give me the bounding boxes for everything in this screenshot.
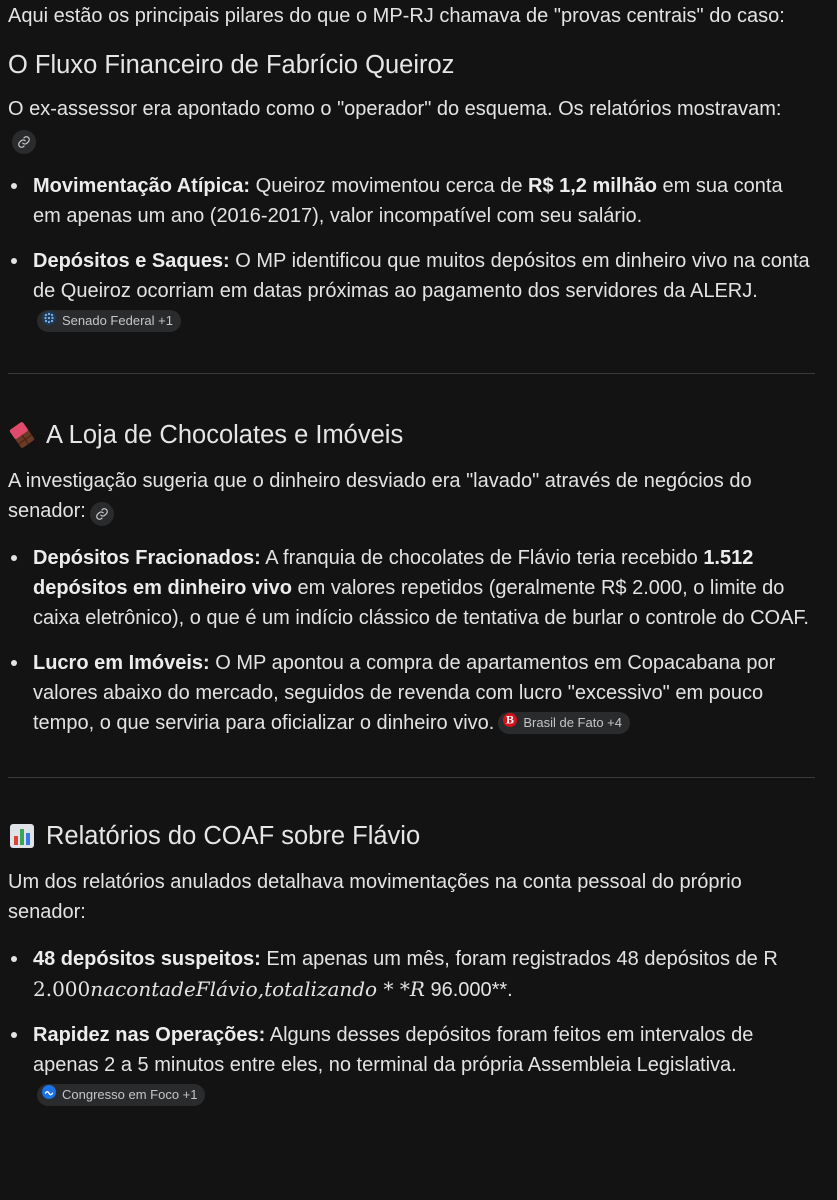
link-icon[interactable]: [12, 130, 36, 154]
source-chip[interactable]: Congresso em Foco +1: [37, 1084, 205, 1106]
intro-text: Aqui estão os principais pilares do que o MP-RJ chamava de "provas centrais" do caso:: [8, 5, 785, 27]
list-item: Movimentação Atípica: Queiroz movimentou cerca de R$ 1,2 milhão em sua conta em apenas um ano (2016-2017), valor incompatível com seu salário.: [8, 171, 829, 231]
section-paragraph: Um dos relatórios anulados detalhava movimentações na conta pessoal do próprio senador:: [8, 871, 742, 923]
list-item: Rapidez nas Operações: Alguns desses depósitos foram feitos em intervalos de apenas 2 a 5 minutos entre eles, no terminal da própria Assembleia Legislativa. Congresso em Foco +1: [8, 1020, 829, 1110]
list-item: Depósitos Fracionados: A franquia de chocolates de Flávio teria recebido 1.512 depósitos em dinheiro vivo em valores repetidos (geralmente R$ 2.000, o limite do caixa eletrônico), o que é um indício clássico de tentativa de burlar o controle do COAF.: [8, 543, 829, 633]
list-item: 48 depósitos suspeitos: Em apenas um mês, foram registrados 48 depósitos de R 2.000nacontadeFlávio,totalizando * *R 96.000**.: [8, 944, 829, 1005]
section-title: O Fluxo Financeiro de Fabrício Queiroz: [8, 51, 455, 79]
list-item: Depósitos e Saques: O MP identificou que muitos depósitos em dinheiro vivo na conta de Queiroz ocorriam em datas próximas ao pagamento dos servidores da ALERJ. Senado Federal +1: [8, 246, 829, 336]
divider: [8, 373, 815, 374]
bullet-list: [8, 944, 829, 1110]
congresso-em-foco-icon: [42, 1084, 56, 1106]
list-item: Lucro em Imóveis: O MP apontou a compra de apartamentos em Copacabana por valores abaixo do mercado, seguidos de revenda com lucro "excessivo" em pouco tempo, o que serviria para oficializar o dinheiro vivo. B Brasil de Fato +4: [8, 648, 829, 738]
section-chocolates: [8, 418, 829, 738]
section-coaf: [8, 819, 829, 1110]
bullet-list: [8, 543, 829, 738]
chocolate-bar-icon: [8, 421, 36, 449]
section-paragraph: O ex-assessor era apontado como o "operador" do esquema. Os relatórios mostravam:: [8, 94, 829, 154]
brasil-de-fato-icon: [503, 712, 517, 734]
source-chip[interactable]: B Brasil de Fato +4: [498, 712, 630, 734]
source-chip[interactable]: Senado Federal +1: [37, 310, 181, 332]
divider: [8, 777, 815, 778]
senado-icon: [42, 310, 56, 332]
section-queiroz: [8, 48, 829, 336]
section-title: A Loja de Chocolates e Imóveis: [8, 418, 829, 452]
section-title: Relatórios do COAF sobre Flávio: [8, 819, 829, 853]
section-paragraph: A investigação sugeria que o dinheiro desviado era "lavado" através de negócios do senador:: [8, 466, 829, 526]
bullet-list: [8, 171, 829, 336]
svg-text:B: B: [506, 715, 515, 727]
link-icon[interactable]: [90, 502, 114, 526]
bar-chart-icon: [8, 822, 36, 850]
